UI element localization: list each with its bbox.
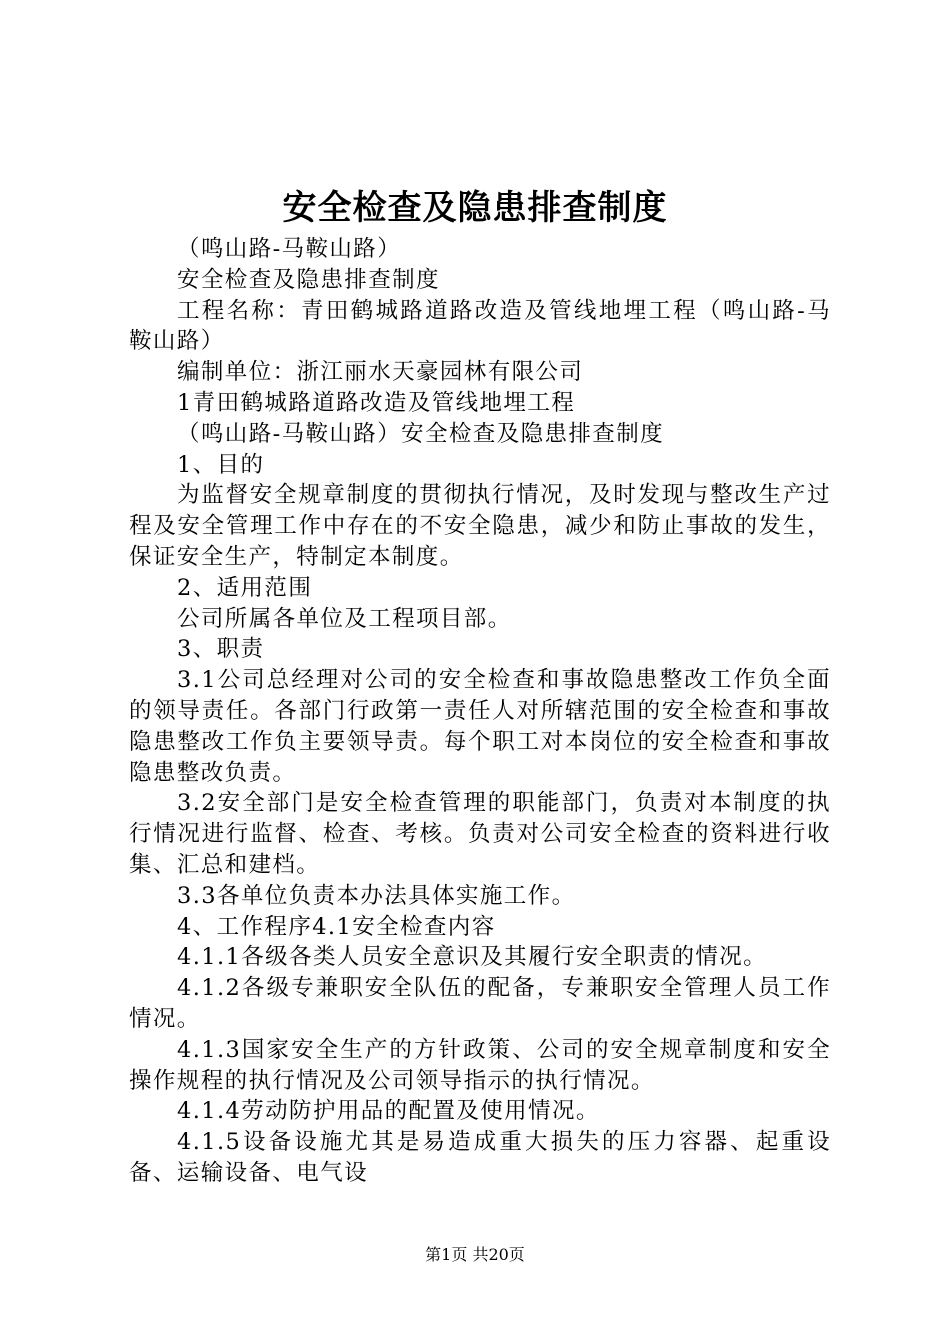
paragraph: 4.1.5设备设施尤其是易造成重大损失的压力容器、起重设备、运输设备、电气设 <box>129 1129 831 1186</box>
paragraph: 安全检查及隐患排查制度 <box>177 266 440 293</box>
document-body <box>129 234 831 1189</box>
section-heading: 3、职责 <box>177 636 265 663</box>
paragraph: 4.1.3国家安全生产的方针政策、公司的安全规章制度和安全操作规程的执行情况及公司领导指示的执行情况。 <box>129 1036 831 1094</box>
paragraph: 3.3各单位负责本办法具体实施工作。 <box>177 882 576 909</box>
section-heading: 4、工作程序4.1安全检查内容 <box>177 913 496 940</box>
paragraph: 4.1.1各级各类人员安全意识及其履行安全职责的情况。 <box>177 944 768 971</box>
paragraph: 编制单位：浙江丽水天豪园林有限公司 <box>177 359 584 386</box>
section-heading: 1、目的 <box>177 451 265 478</box>
paragraph: 3.2安全部门是安全检查管理的职能部门，负责对本制度的执行情况进行监督、检查、考核。负责对公司安全检查的资料进行收集、汇总和建档。 <box>129 790 831 878</box>
page-number-footer: 第1页 共20页 <box>425 1245 525 1264</box>
paragraph: 3.1公司总经理对公司的安全检查和事故隐患整改工作负全面的领导责任。各部门行政第一责任人对所辖范围的安全检查和事故隐患整改工作负主要领导责。每个职工对本岗位的安全检查和事故隐患整改负责。 <box>129 667 831 786</box>
paragraph: 4.1.2各级专兼职安全队伍的配备，专兼职安全管理人员工作情况。 <box>129 975 831 1032</box>
section-heading: 2、适用范围 <box>177 574 313 601</box>
paragraph: （鸣山路-马鞍山路）安全检查及隐患排查制度 <box>177 420 665 447</box>
paragraph: 为监督安全规章制度的贯彻执行情况，及时发现与整改生产过程及安全管理工作中存在的不安全隐患，减少和防止事故的发生，保证安全生产，特制定本制度。 <box>129 482 831 570</box>
paragraph: 公司所属各单位及工程项目部。 <box>177 605 512 632</box>
paragraph: 4.1.4劳动防护用品的配置及使用情况。 <box>177 1098 600 1125</box>
document-title: 安全检查及隐患排查制度 <box>282 188 668 228</box>
paragraph: （鸣山路-马鞍山路） <box>177 236 402 262</box>
paragraph: 工程名称：青田鹤城路道路改造及管线地埋工程（鸣山路-马鞍山路） <box>129 297 831 355</box>
paragraph: 1青田鹤城路道路改造及管线地埋工程 <box>177 389 576 416</box>
